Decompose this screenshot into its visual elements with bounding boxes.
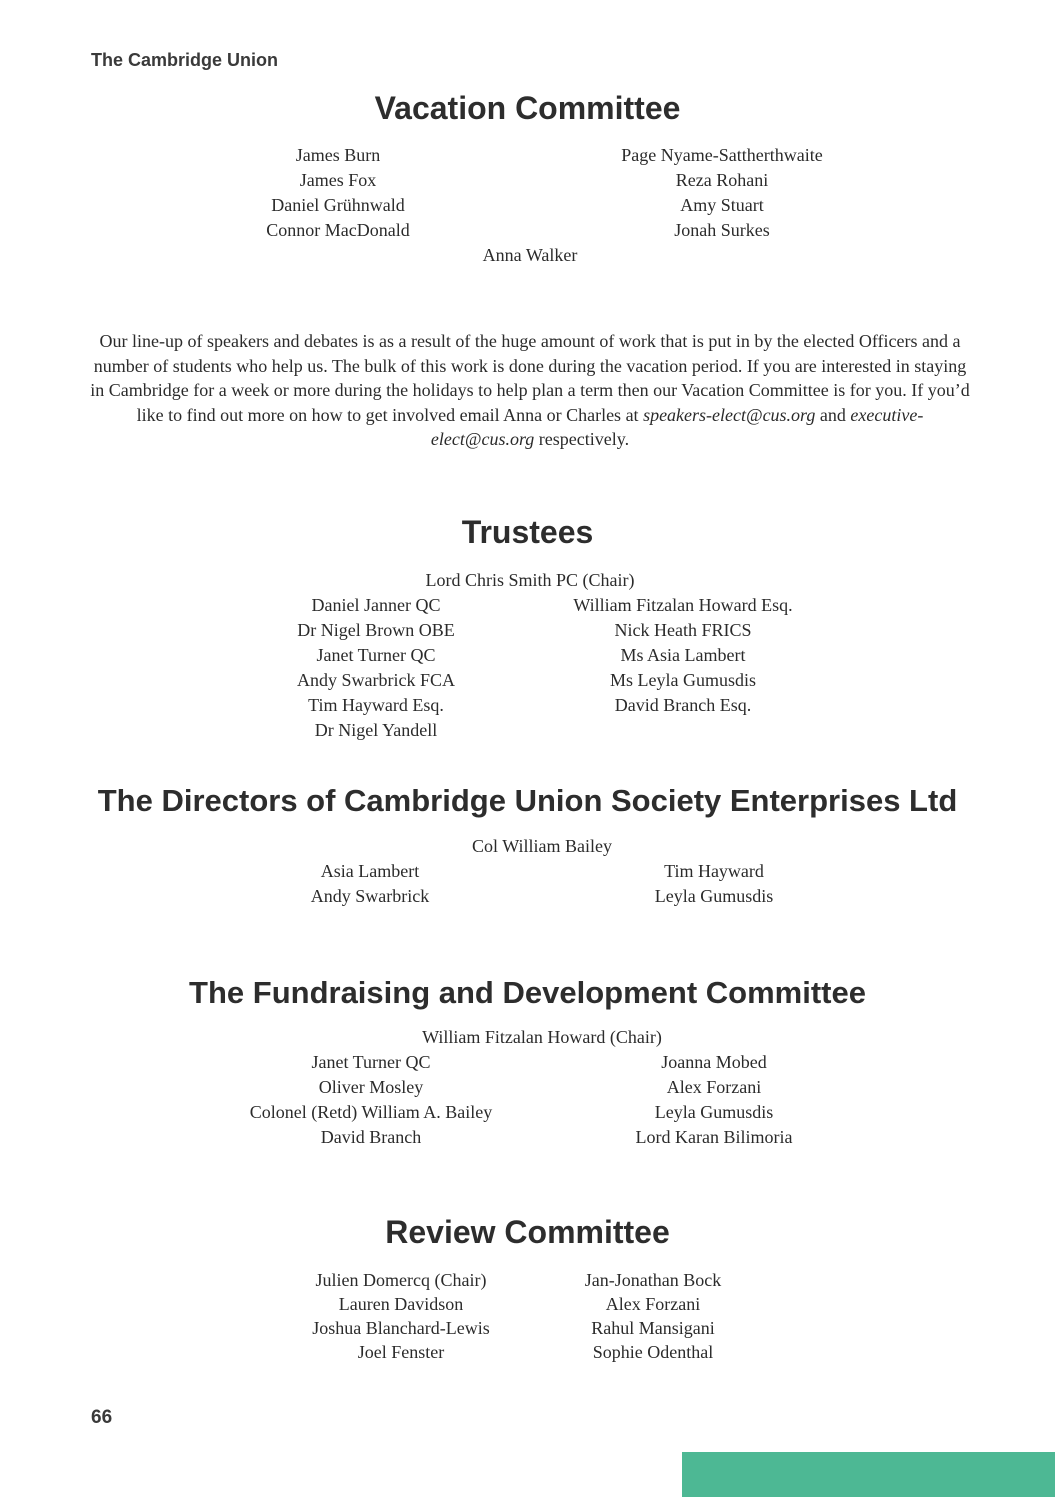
- list-item: Ms Asia Lambert: [620, 645, 746, 665]
- trustees-left-column: [266, 593, 486, 743]
- running-header: The Cambridge Union: [91, 50, 279, 70]
- list-item: Sophie Odenthal: [592, 1342, 714, 1362]
- fundraising-chair: William Fitzalan Howard (Chair): [422, 1027, 662, 1047]
- list-item: Dr Nigel Brown OBE: [297, 620, 455, 640]
- paragraph-text: respectively.: [534, 429, 630, 449]
- list-item: Alex Forzani: [605, 1294, 701, 1314]
- fundraising-title: The Fundraising and Development Committee: [189, 975, 866, 1010]
- list-item: Reza Rohani: [675, 170, 769, 190]
- accent-bar: [682, 1452, 1055, 1497]
- directors-chair: Col William Bailey: [472, 836, 612, 856]
- list-item: Rahul Mansigani: [591, 1318, 715, 1338]
- list-item: Alex Forzani: [666, 1077, 762, 1097]
- trustees-right-column: [548, 593, 818, 718]
- paragraph-text: and: [815, 404, 851, 425]
- fundraising-left-column: [226, 1050, 516, 1150]
- fundraising-right-column: [614, 1050, 814, 1150]
- review-title: Review Committee: [385, 1214, 670, 1250]
- vacation-right-column: [592, 143, 852, 243]
- list-item: Daniel Janner QC: [311, 595, 441, 615]
- list-item: David Branch Esq.: [614, 695, 752, 715]
- list-item: Colonel (Retd) William A. Bailey: [249, 1102, 493, 1122]
- speakers-email-link[interactable]: speakers-elect@cus.org: [643, 404, 816, 425]
- list-item: Joshua Blanchard-Lewis: [312, 1318, 490, 1338]
- vacation-left-column: [238, 143, 438, 243]
- list-item: Oliver Mosley: [318, 1077, 424, 1097]
- review-left-column: [286, 1268, 516, 1364]
- list-item: William Fitzalan Howard Esq.: [573, 595, 793, 615]
- trustees-title: Trustees: [461, 514, 594, 550]
- list-item: Lauren Davidson: [338, 1294, 464, 1314]
- list-item: David Branch: [320, 1127, 422, 1147]
- list-item: Asia Lambert: [320, 861, 420, 881]
- trustees-chair: Lord Chris Smith PC (Chair): [425, 570, 635, 590]
- list-item: Connor MacDonald: [266, 220, 410, 240]
- list-item: Julien Domercq (Chair): [315, 1270, 487, 1290]
- list-item: Lord Karan Bilimoria: [635, 1127, 793, 1147]
- page-number: 66: [91, 1407, 113, 1428]
- list-item: Joanna Mobed: [661, 1052, 767, 1072]
- list-item: Amy Stuart: [680, 195, 764, 215]
- list-item: Jonah Surkes: [674, 220, 770, 240]
- list-item: Andy Swarbrick FCA: [297, 670, 455, 690]
- vacation-description: [90, 329, 970, 452]
- directors-left-column: [270, 859, 470, 909]
- review-right-column: [548, 1268, 758, 1364]
- vacation-center-name: Anna Walker: [482, 245, 578, 265]
- list-item: Leyla Gumusdis: [654, 1102, 774, 1122]
- list-item: Andy Swarbrick: [310, 886, 430, 906]
- list-item: Janet Turner QC: [311, 1052, 431, 1072]
- list-item: James Burn: [295, 145, 381, 165]
- paragraph-text: Our line-up of speakers and debates is as a result of the huge amount of work that is put in by the elected Officers and a number of students who help us. The bulk of this work is done during the vacation period. If you are interested in staying in Cambridge for a week or more during the holidays to help plan a term then our Vacation Committee is for you. If you’d like to find out more on how to get involved email Anna or Charles at: [90, 331, 970, 425]
- directors-title: The Directors of Cambridge Union Society Enterprises Ltd: [97, 783, 958, 818]
- list-item: Janet Turner QC: [316, 645, 436, 665]
- list-item: Leyla Gumusdis: [654, 886, 774, 906]
- list-item: Tim Hayward Esq.: [308, 695, 444, 715]
- list-item: Joel Fenster: [357, 1342, 445, 1362]
- list-item: Dr Nigel Yandell: [314, 720, 438, 740]
- list-item: Ms Leyla Gumusdis: [610, 670, 756, 690]
- executive-email-link[interactable]: executive-elect@cus.org: [430, 404, 924, 449]
- list-item: Daniel Grühnwald: [271, 195, 405, 215]
- list-item: Tim Hayward: [664, 861, 764, 881]
- list-item: Nick Heath FRICS: [614, 620, 752, 640]
- directors-right-column: [614, 859, 814, 909]
- list-item: Jan-Jonathan Bock: [584, 1270, 722, 1290]
- list-item: Page Nyame-Sattherthwaite: [621, 145, 823, 165]
- list-item: James Fox: [299, 170, 377, 190]
- vacation-committee-title: Vacation Committee: [374, 90, 681, 126]
